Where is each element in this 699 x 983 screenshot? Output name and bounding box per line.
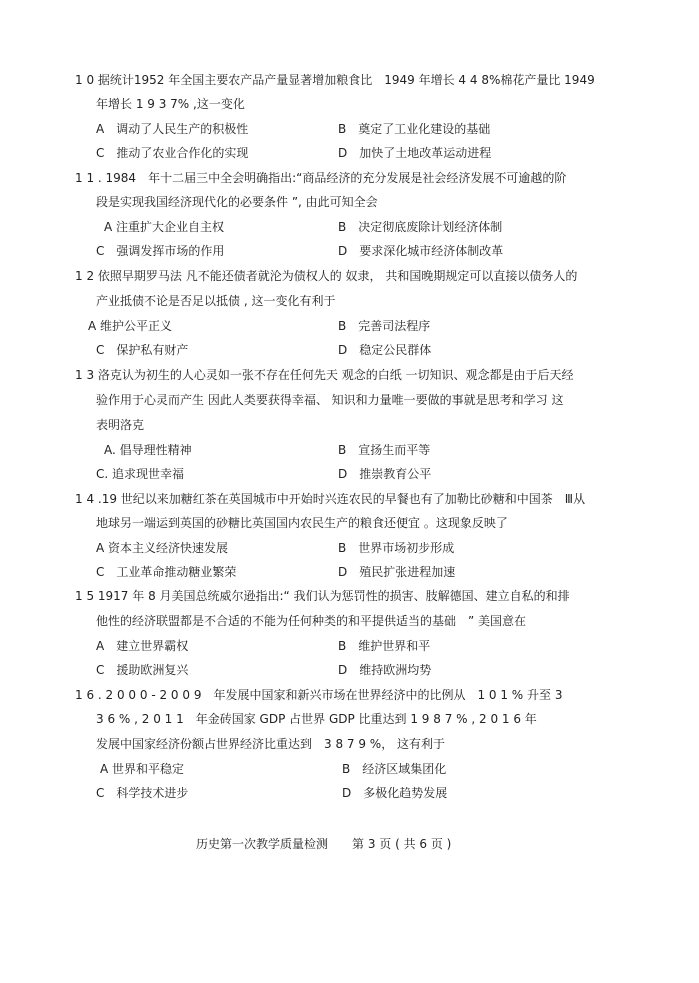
question-13-option-d: D 推崇教育公平	[338, 467, 432, 481]
question-10-line-2: 年增长 1 9 3 7% ,这一变化	[96, 97, 245, 111]
question-12-line-2: 产业抵债不论是否足以抵债 , 这一变化有利于	[96, 294, 336, 308]
question-16-line-2: 3 6 % , 2 0 1 1 年金砖国家 GDP 占世界 GDP 比重达到 1 9 8 7 % , 2 0 1 6 年	[96, 712, 537, 726]
question-14-line-2: 地球另一端运到英国的砂糖比英国国内农民生产的粮食还便宜 。这现象反映了	[96, 516, 508, 530]
question-11-option-c: C 强调发挥市场的作用	[96, 244, 225, 258]
question-12-option-a: A 维护公平正义	[88, 319, 173, 333]
question-13-line-2: 验作用于心灵而产生 因此人类要获得幸福、 知识和力量唯一要做的事就是思考和学习 这	[96, 393, 564, 407]
question-10-option-a: A 调动了人民生产的积极性	[96, 122, 249, 136]
question-14-option-a: A 资本主义经济快速发展	[96, 541, 229, 555]
question-15-option-a: A 建立世界霸权	[96, 639, 189, 653]
question-16-option-b: B 经济区域集团化	[342, 762, 447, 776]
question-11-option-d: D 要求深化城市经济体制改革	[338, 244, 504, 258]
question-16-line-3: 发展中国家经济份额占世界经济比重达到 3 8 7 9 %， 这有利于	[96, 737, 446, 751]
question-16-option-a: A 世界和平稳定	[100, 762, 185, 776]
question-15-line-2: 他性的经济联盟都是不合适的不能为任何种类的和平提供适当的基础 ” 美国意在	[96, 614, 527, 628]
question-11-line-2: 段是实现我国经济现代化的必要条件 ”, 由此可知全会	[96, 195, 378, 209]
question-16-line-1: 1 6 . 2 0 0 0 - 2 0 0 9 年发展中国家和新兴市场在世界经济中的比例从 1 0 1 % 升至 3	[75, 688, 563, 702]
question-11-option-b: B 决定彻底废除计划经济体制	[338, 220, 503, 234]
question-10-option-c: C 推动了农业合作化的实现	[96, 146, 249, 160]
question-15-line-1: 1 5 1917 年 8 月美国总统威尔逊指出:“ 我们认为惩罚性的损害、肢解德国、建立自私的和排	[75, 589, 570, 603]
page-footer: 历史第一次教学质量检测 第 3 页 ( 共 6 页 )	[196, 837, 452, 851]
question-10-option-d: D 加快了土地改革运动进程	[338, 146, 492, 160]
question-14-option-d: D 殖民扩张进程加速	[338, 565, 456, 579]
question-10-option-b: B 奠定了工业化建设的基础	[338, 122, 491, 136]
question-10-line-1: 1 0 据统计1952 年全国主要农产品产量显著增加粮食比 1949 年增长 4 4 8%棉花产量比 1949	[75, 73, 595, 87]
question-15-option-d: D 维持欧洲均势	[338, 663, 432, 677]
question-16-option-c: C 科学技术进步	[96, 786, 189, 800]
question-12-line-1: 1 2 依照早期罗马法 凡不能还债者就沦为债权人的 奴隶， 共和国晚期规定可以直接以债务人的	[75, 269, 578, 283]
question-14-option-b: B 世界市场初步形成	[338, 541, 455, 555]
question-13-option-a: A. 倡导理性精神	[104, 443, 192, 457]
question-14-option-c: C 工业革命推动糖业繁荣	[96, 565, 237, 579]
question-12-option-c: C 保护私有财产	[96, 343, 189, 357]
question-13-option-b: B 宣扬生而平等	[338, 443, 431, 457]
question-15-option-b: B 维护世界和平	[338, 639, 431, 653]
question-14-line-1: 1 4 .19 世纪以来加糖红茶在英国城市中开始时兴连农民的早餐也有了加勒比砂糖和中国茶 Ⅲ从	[75, 492, 586, 506]
question-16-option-d: D 多极化趋势发展	[342, 786, 448, 800]
question-15-option-c: C 援助欧洲复兴	[96, 663, 189, 677]
question-13-line-1: 1 3 洛克认为初生的人心灵如一张不存在任何先天 观念的白纸 一切知识、观念都是由于后天经	[75, 368, 574, 382]
question-11-line-1: 1 1 . 1984 年十二届三中全会明确指出:“商品经济的充分发展是社会经济发展不可逾越的阶	[75, 171, 567, 185]
question-11-option-a: A 注重扩大企业自主权	[104, 220, 225, 234]
question-12-option-b: B 完善司法程序	[338, 319, 431, 333]
question-12-option-d: D 稳定公民群体	[338, 343, 432, 357]
question-13-line-3: 表明洛克	[96, 418, 145, 432]
question-13-option-c: C. 追求现世幸福	[96, 467, 185, 481]
